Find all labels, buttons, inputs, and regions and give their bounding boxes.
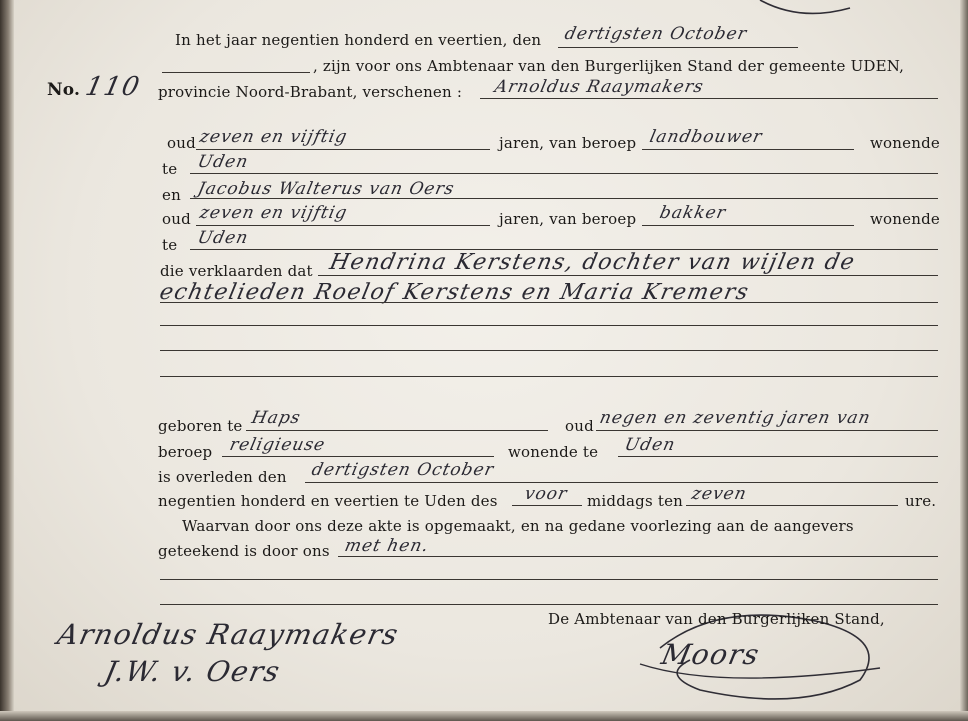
rule-age3	[596, 430, 938, 431]
act-date: dertigsten October	[562, 24, 749, 44]
parents-description: echtelieden Roelof Kerstens en Maria Kremers	[157, 280, 752, 305]
rule-line21	[160, 604, 938, 605]
official-label: De Ambtenaar van den Burgerlijken Stand,	[548, 610, 885, 628]
line3-prefix: provincie Noord-Brabant, verschenen :	[158, 83, 463, 101]
rule-partofday	[512, 505, 582, 506]
jaren-beroep-1: jaren, van beroep	[499, 134, 637, 152]
jaren-beroep-2: jaren, van beroep	[499, 210, 637, 228]
death-hour: zeven	[689, 484, 749, 504]
witness2-age: zeven en vijftig	[197, 203, 350, 223]
rule-occ3	[222, 456, 494, 457]
rule-date	[558, 47, 798, 48]
middags-label: middags ten	[587, 492, 684, 510]
witness2-name: Jacobus Walterus van Oers	[195, 179, 457, 199]
witness2-occupation: bakker	[657, 203, 728, 223]
witness1-signature: Arnoldus Raaymakers	[54, 618, 403, 651]
rule-age2	[196, 225, 490, 226]
oud-label-1: oud	[167, 134, 196, 152]
wonende-te-label: wonende te	[508, 443, 599, 461]
en-label: en	[162, 186, 181, 204]
oud-label-2: oud	[162, 210, 191, 228]
witness1-age: zeven en vijftig	[197, 127, 350, 147]
bottom-edge	[0, 711, 968, 721]
witness1-name: Arnoldus Raaymakers	[492, 77, 706, 97]
line18-text: Waarvan door ons deze akte is opgemaakt, en na gedane voorlezing aan de aangevers	[182, 517, 854, 535]
rule-line13	[160, 376, 938, 377]
time-of-day: voor	[522, 484, 570, 504]
rule-age1	[196, 149, 490, 150]
top-flourish	[760, 0, 850, 13]
beroep-label: beroep	[158, 443, 213, 461]
deceased-age: negen en zeventig jaren van	[597, 408, 873, 428]
rule-line10	[160, 302, 938, 303]
line1-prefix: In het jaar negentien honderd en veertien, den	[175, 31, 542, 49]
rule-deathdate	[305, 482, 938, 483]
te-label-2: te	[162, 236, 178, 254]
deceased-description: Hendrina Kerstens, dochter van wijlen de	[327, 250, 858, 275]
witness2-signature: J.W. v. Oers	[101, 655, 284, 688]
oud-label-3: oud	[565, 417, 594, 435]
rule-line12	[160, 350, 938, 351]
record-number: 110	[82, 72, 144, 102]
death-date: dertigsten October	[309, 460, 496, 480]
deceased-residence: Uden	[622, 435, 678, 455]
wonende-1: wonende	[870, 134, 940, 152]
signed-with: met hen.	[342, 536, 431, 556]
geboren-te-label: geboren te	[158, 417, 243, 435]
rule-hour	[686, 505, 898, 506]
deceased-occupation: religieuse	[227, 435, 328, 455]
rule-res3	[618, 456, 938, 457]
line9-prefix: die verklaarden dat	[160, 262, 313, 280]
official-signature: Moors	[658, 638, 764, 671]
record-number-label: No.	[47, 80, 81, 100]
line19-prefix: geteekend is door ons	[158, 542, 330, 560]
right-edge	[960, 0, 968, 721]
rule-line19	[338, 556, 938, 557]
rule-time	[162, 72, 310, 73]
line2-text: , zijn voor ons Ambtenaar van den Burgerlijken Stand der gemeente UDEN,	[313, 57, 905, 75]
ure-label: ure.	[905, 492, 937, 510]
rule-line11	[160, 325, 938, 326]
wonende-2: wonende	[870, 210, 940, 228]
birthplace: Haps	[249, 408, 303, 428]
witness2-residence: Uden	[195, 228, 251, 248]
rule-line20	[160, 579, 938, 580]
rule-occ1	[642, 149, 854, 150]
rule-line9	[318, 275, 938, 276]
rule-occ2	[642, 225, 854, 226]
rule-witness2	[190, 198, 938, 199]
rule-witness1	[480, 98, 938, 99]
te-label-1: te	[162, 160, 178, 178]
rule-res1	[190, 173, 938, 174]
line17-prefix: negentien honderd en veertien te Uden des	[158, 492, 498, 510]
overleden-label: is overleden den	[158, 468, 287, 486]
witness1-residence: Uden	[195, 152, 251, 172]
rule-birthplace	[246, 430, 548, 431]
witness1-occupation: landbouwer	[647, 127, 765, 147]
